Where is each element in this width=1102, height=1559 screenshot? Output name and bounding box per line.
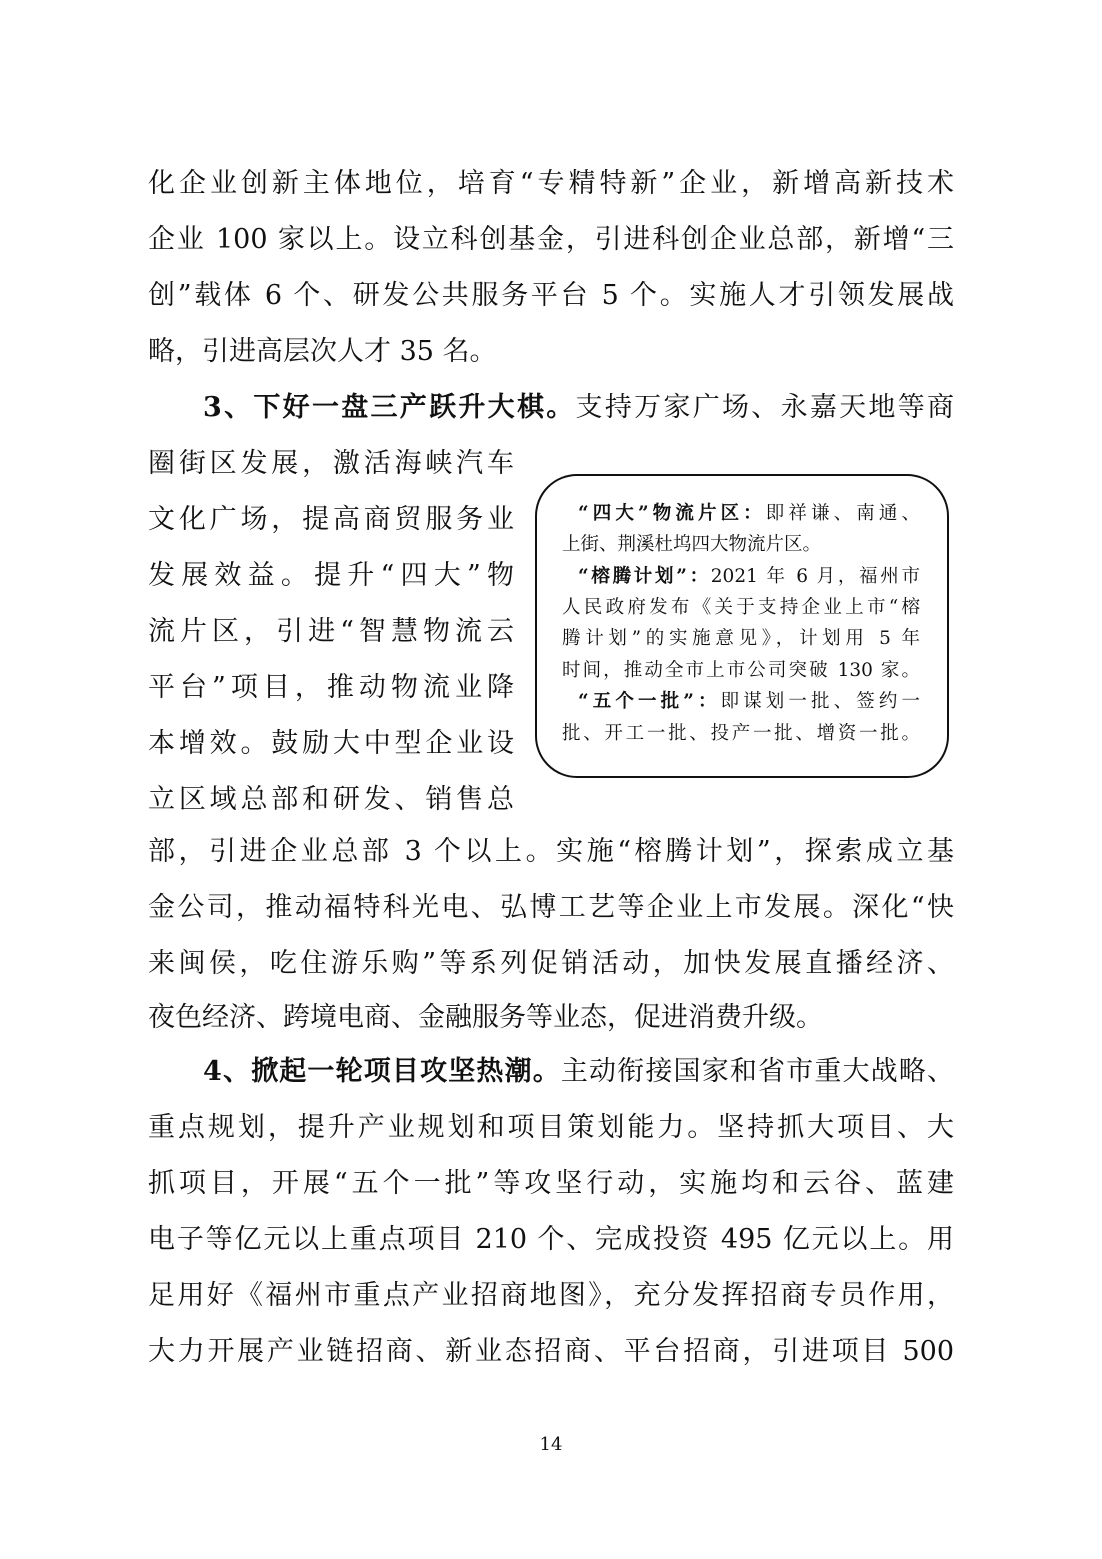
paragraph-line: 化企业创新主体地位，培育“专精特新”企业，新增高新技术	[148, 168, 954, 199]
paragraph-line: 企业 100 家以上。设立科创基金，引进科创企业总部，新增“三	[148, 224, 954, 255]
note-text: 即祥谦、南通、	[765, 503, 920, 524]
note-term: “榕腾计划”：	[578, 566, 711, 587]
paragraph-text: 支持万家广场、永嘉天地等商	[575, 392, 955, 423]
paragraph-line: 流片区，引进“智慧物流云	[148, 616, 514, 647]
note-line	[578, 498, 920, 529]
paragraph-line: 创”载体 6 个、研发公共服务平台 5 个。实施人才引领发展战	[148, 280, 954, 311]
paragraph-line: 发展效益。提升“四大”物	[148, 560, 514, 591]
paragraph-line: 略，引进高层次人才 35 名。	[148, 336, 497, 367]
note-line: 腾计划”的实施意见》，计划用 5 年	[562, 628, 920, 649]
paragraph-line: 抓项目，开展“五个一批”等攻坚行动，实施均和云谷、蓝建	[148, 1168, 954, 1199]
paragraph-line: 立区域总部和研发、销售总	[148, 784, 514, 815]
paragraph-line: 部，引进企业总部 3 个以上。实施“榕腾计划”，探索成立基	[148, 836, 954, 867]
paragraph-line: 重点规划，提升产业规划和项目策划能力。坚持抓大项目、大	[148, 1112, 954, 1143]
paragraph-line: 圈街区发展，激活海峡汽车	[148, 448, 514, 479]
note-text: 即谋划一批、签约一	[720, 691, 920, 712]
paragraph-line	[203, 380, 954, 436]
paragraph-line: 金公司，推动福特科光电、弘博工艺等企业上市发展。深化“快	[148, 892, 954, 923]
paragraph-line: 大力开展产业链招商、新业态招商、平台招商，引进项目 500	[148, 1336, 954, 1367]
note-line: 人民政府发布《关于支持企业上市“榕	[562, 597, 920, 618]
paragraph-line: 夜色经济、跨境电商、金融服务等业态，促进消费升级。	[148, 1002, 823, 1033]
paragraph-line: 电子等亿元以上重点项目 210 个、完成投资 495 亿元以上。用	[148, 1224, 954, 1255]
paragraph-line: 平台”项目，推动物流业降	[148, 672, 514, 703]
paragraph-line	[203, 1044, 954, 1100]
note-term: “五个一批”：	[578, 691, 721, 712]
section-heading: 3、下好一盘三产跃升大棋。	[203, 392, 576, 423]
note-line	[578, 561, 920, 592]
note-text: 2021 年 6 月，福州市	[710, 566, 920, 587]
page-number: 14	[539, 1434, 563, 1455]
note-line: 批、开工一批、投产一批、增资一批。	[562, 723, 920, 744]
note-term: “四大”物流片区：	[578, 503, 766, 524]
note-line	[578, 686, 920, 717]
note-line: 上街、荆溪杜坞四大物流片区。	[562, 534, 822, 555]
paragraph-line: 来闽侯，吃住游乐购”等系列促销活动，加快发展直播经济、	[148, 948, 954, 979]
paragraph-line: 足用好《福州市重点产业招商地图》，充分发挥招商专员作用，	[148, 1280, 954, 1311]
section-heading: 4、掀起一轮项目攻坚热潮。	[203, 1056, 561, 1087]
note-line: 时间，推动全市上市公司突破 130 家。	[562, 660, 920, 681]
paragraph-line: 本增效。鼓励大中型企业设	[148, 728, 514, 759]
paragraph-text: 主动衔接国家和省市重大战略、	[560, 1056, 954, 1087]
paragraph-line: 文化广场，提高商贸服务业	[148, 504, 514, 535]
